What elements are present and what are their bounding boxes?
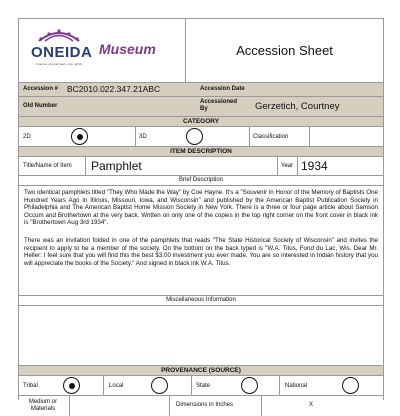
accessioned-by-label: Accessioned By — [200, 99, 238, 112]
brief-paragraph-2: There was an invitation folded in one of the pamphlets that reads "The State Historical Society of Wisconsin" and invites the recipient to apply to be a member of the society. On the bottom on the back typed is "W.A. Titus, Fond du Lac, Wis. Dear Mr. Heller: I feel sure that you will find this the best $3.00 investment you ever made. You are so interested in Indian history that you will appreciate the books of the Society." And signed in black ink W.A. Titus. — [24, 237, 378, 267]
medium-row — [19, 396, 383, 412]
title-value[interactable]: Pamphlet — [91, 159, 142, 173]
option-3d-radio[interactable] — [186, 128, 203, 145]
classification-label: Classification — [253, 134, 289, 140]
accession-date-label: Accession Date — [200, 86, 245, 92]
misc-label: Miscellaneous Information — [166, 297, 236, 303]
accession-row-2 — [19, 97, 383, 117]
dimensions-separator: X — [309, 402, 314, 408]
accessioned-by-value: Gerzetich, Courtney — [255, 101, 340, 112]
brief-heading-row — [19, 176, 383, 186]
header-row — [19, 19, 383, 83]
category-row — [19, 127, 383, 147]
national-radio[interactable] — [342, 377, 359, 394]
old-number-label: Old Number — [23, 103, 58, 109]
option-2d-radio[interactable] — [71, 128, 88, 145]
accession-number-value: BC2010.022.347.21ABC — [67, 84, 161, 94]
museum-label: Museum — [99, 41, 156, 57]
sheet-title: Accession Sheet — [236, 43, 333, 58]
brief-paragraph-1: Two identical pamphlets titled "They Who Made the Way" by Coe Hayne. It's a "Souvenir in Honor of the Memory of Baptists One Hundred Years Ago In Illinois, Missouri, Iowa, and Wisconsin" and published by the American Baptist Publication Society in Philadelphia and The American Baptist Home Mission Society in New York. There is a three or four page article about Samson Occum and Brothertown at the very back. Written on only one of the copies in the top right corner on the front cover in black ink is "Brothertown Aug 3rd 1934". — [24, 189, 378, 227]
category-heading: CATEGORY — [182, 118, 220, 125]
misc-block — [19, 306, 383, 366]
title-row — [19, 157, 383, 176]
misc-heading-row — [19, 296, 383, 306]
local-label: Local — [109, 383, 124, 389]
category-heading-row — [19, 117, 383, 127]
local-radio[interactable] — [151, 377, 168, 394]
option-3d-label: 3D — [139, 134, 147, 140]
brief-description-block — [19, 186, 383, 296]
logo-tagline: A person of good heart. Live rightly. — [35, 62, 83, 66]
year-value[interactable]: 1934 — [301, 159, 328, 173]
accession-row-1 — [19, 83, 383, 97]
accession-number-label: Accession # — [23, 86, 59, 92]
logo-word: ONEIDA — [31, 44, 93, 61]
oneida-logo — [25, 25, 93, 77]
year-label: Year — [281, 163, 294, 169]
accession-sheet — [18, 18, 384, 412]
brief-label: Brief Description — [178, 177, 223, 183]
longhouse-icon — [35, 27, 83, 43]
title-label: Title/Name of Item — [23, 163, 72, 169]
dimensions-label: Dimensions in Inches — [176, 402, 234, 408]
tribal-label: Tribal — [23, 383, 38, 389]
provenance-heading: PROVENANCE (SOURCE) — [161, 367, 241, 374]
tribal-radio[interactable] — [63, 377, 80, 394]
item-heading-row — [19, 147, 383, 157]
provenance-row — [19, 376, 383, 396]
national-label: National — [285, 383, 308, 389]
medium-label: Medium or Materials — [28, 399, 58, 412]
state-radio[interactable] — [241, 377, 258, 394]
provenance-heading-row — [19, 366, 383, 376]
item-heading: ITEM DESCRIPTION — [170, 148, 232, 155]
option-2d-label: 2D — [23, 134, 31, 140]
state-label: State — [196, 383, 211, 389]
